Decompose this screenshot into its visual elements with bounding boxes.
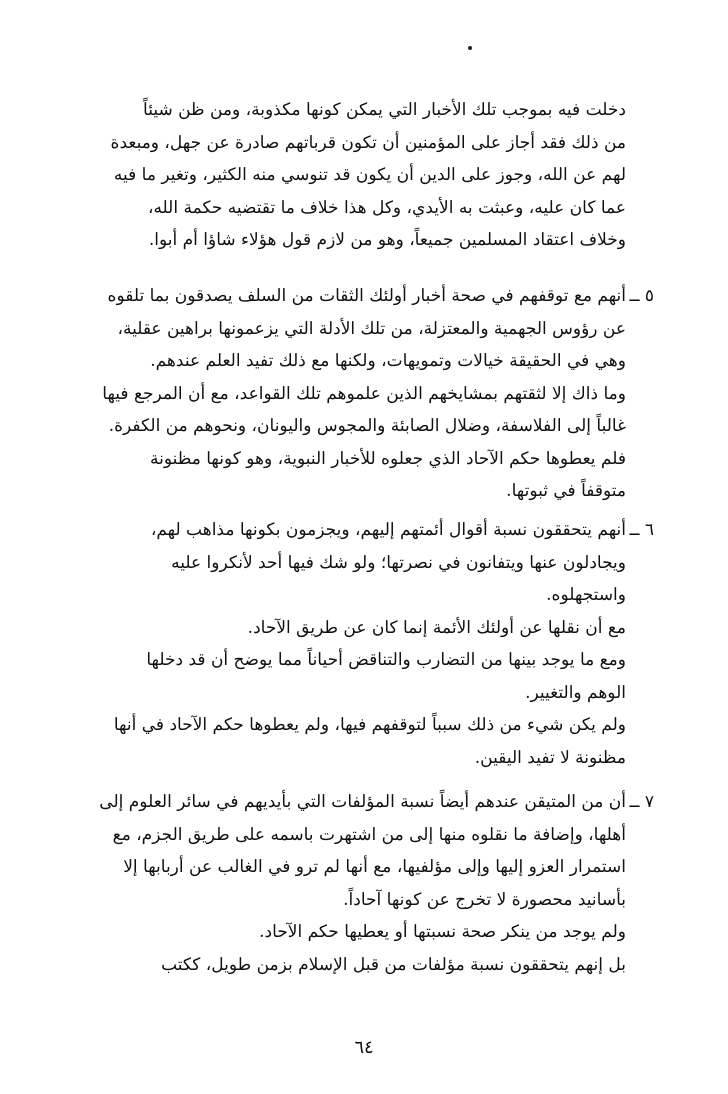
text-line: ولم يوجد من ينكر صحة نسبتها أو يعطيها حكم الآحاد. <box>259 922 626 942</box>
item-number: ٦ ــ <box>629 520 654 540</box>
text-line: ويجادلون عنها ويتفانون في نصرتها؛ ولو شك فيها أحد لأنكروا عليه <box>171 552 626 573</box>
text-line: ولم يكن شيء من ذلك سبباً لتوقفهم فيها، ولم يعطوها حكم الآحاد في أنها <box>113 715 626 735</box>
text-line: بأسانيد محصورة لا تخرج عن كونها آحاداً. <box>343 889 626 910</box>
item-text <box>94 280 626 508</box>
text-line: من ذلك فقد أجاز على المؤمنين أن تكون قرباتهم صادرة عن جهل، ومبعدة <box>110 132 626 153</box>
decorative-dot <box>468 46 472 50</box>
text-line: استمرار العزو إليها وإلى مؤلفيها، مع أنها لم ترو في الغالب عن أربابها إلا <box>123 857 626 877</box>
intro-paragraph <box>94 94 626 257</box>
page-number: ٦٤ <box>354 1037 374 1058</box>
text-line: غالباً إلى الفلاسفة، وضلال الصابئة والمجوس واليونان، ونحوهم من الكفرة. <box>108 416 626 436</box>
text-line: أن من المتيقن عندهم أيضاً نسبة المؤلفات التي بأيديهم في سائر العلوم إلى <box>99 792 626 812</box>
text-line: فلم يعطوها حكم الآحاد الذي جعلوه للأخبار النبوية، وهو كونها مظنونة <box>150 448 626 469</box>
text-line: دخلت فيه بموجب تلك الأخبار التي يمكن كونها مكذوبة، ومن ظن شيئاً <box>143 100 626 120</box>
text-line: لهم عن الله، وجوز على الدين أن يكون قد تنوسي منه الكثير، وتغير ما فيه <box>113 165 626 185</box>
text-line: بل إنهم يتحققون نسبة مؤلفات من قبل الإسلام بزمن طويل، ككتب <box>161 954 626 975</box>
item-number: ٧ ــ <box>629 792 654 812</box>
text-line: وخلاف اعتقاد المسلمين جميعاً، وهو من لازم قول هؤلاء شاؤا أم أبوا. <box>148 230 626 250</box>
text-line: مظنونة لا تفيد اليقين. <box>474 747 626 768</box>
text-line: عن رؤوس الجهمية والمعتزلة، من تلك الأدلة التي يزعمونها براهين عقلية، <box>117 318 626 339</box>
text-line: متوقفاً في ثبوتها. <box>506 481 626 501</box>
text-line: أنهم يتحققون نسبة أقوال أئمتهم إليهم، ويجزمون بكونها مذاهب لهم، <box>150 520 626 540</box>
text-line: مع أن نقلها عن أولئك الأئمة إنما كان عن طريق الآحاد. <box>247 617 626 638</box>
text-line: واستجهلوه. <box>546 585 626 605</box>
text-line: الوهم والتغيير. <box>525 682 626 703</box>
item-text <box>94 514 626 774</box>
text-line: ومع ما يوجد بينها من التضارب والتناقض أحياناً مما يوضح أن قد دخلها <box>146 650 626 670</box>
item-text <box>94 786 626 981</box>
text-line: وما ذاك إلا لثقتهم بمشايخهم الذين علموهم تلك القواعد، مع أن المرجع فيها <box>102 383 626 404</box>
text-line: عما كان عليه، وعبثت به الأيدي، وكل هذا خلاف ما تقتضيه حكمة الله، <box>147 197 626 218</box>
item-number: ٥ ــ <box>629 286 654 306</box>
text-line: وهي في الحقيقة خيالات وتمويهات، ولكنها مع ذلك تفيد العلم عندهم. <box>150 351 626 371</box>
text-line: أنهم مع توقفهم في صحة أخبار أولئك الثقات من السلف يصدقون بما تلقوه <box>107 286 626 306</box>
text-line: أهلها، وإضافة ما نقلوه منها إلى من اشتهرت باسمه على طريق الجزم، مع <box>112 824 626 845</box>
